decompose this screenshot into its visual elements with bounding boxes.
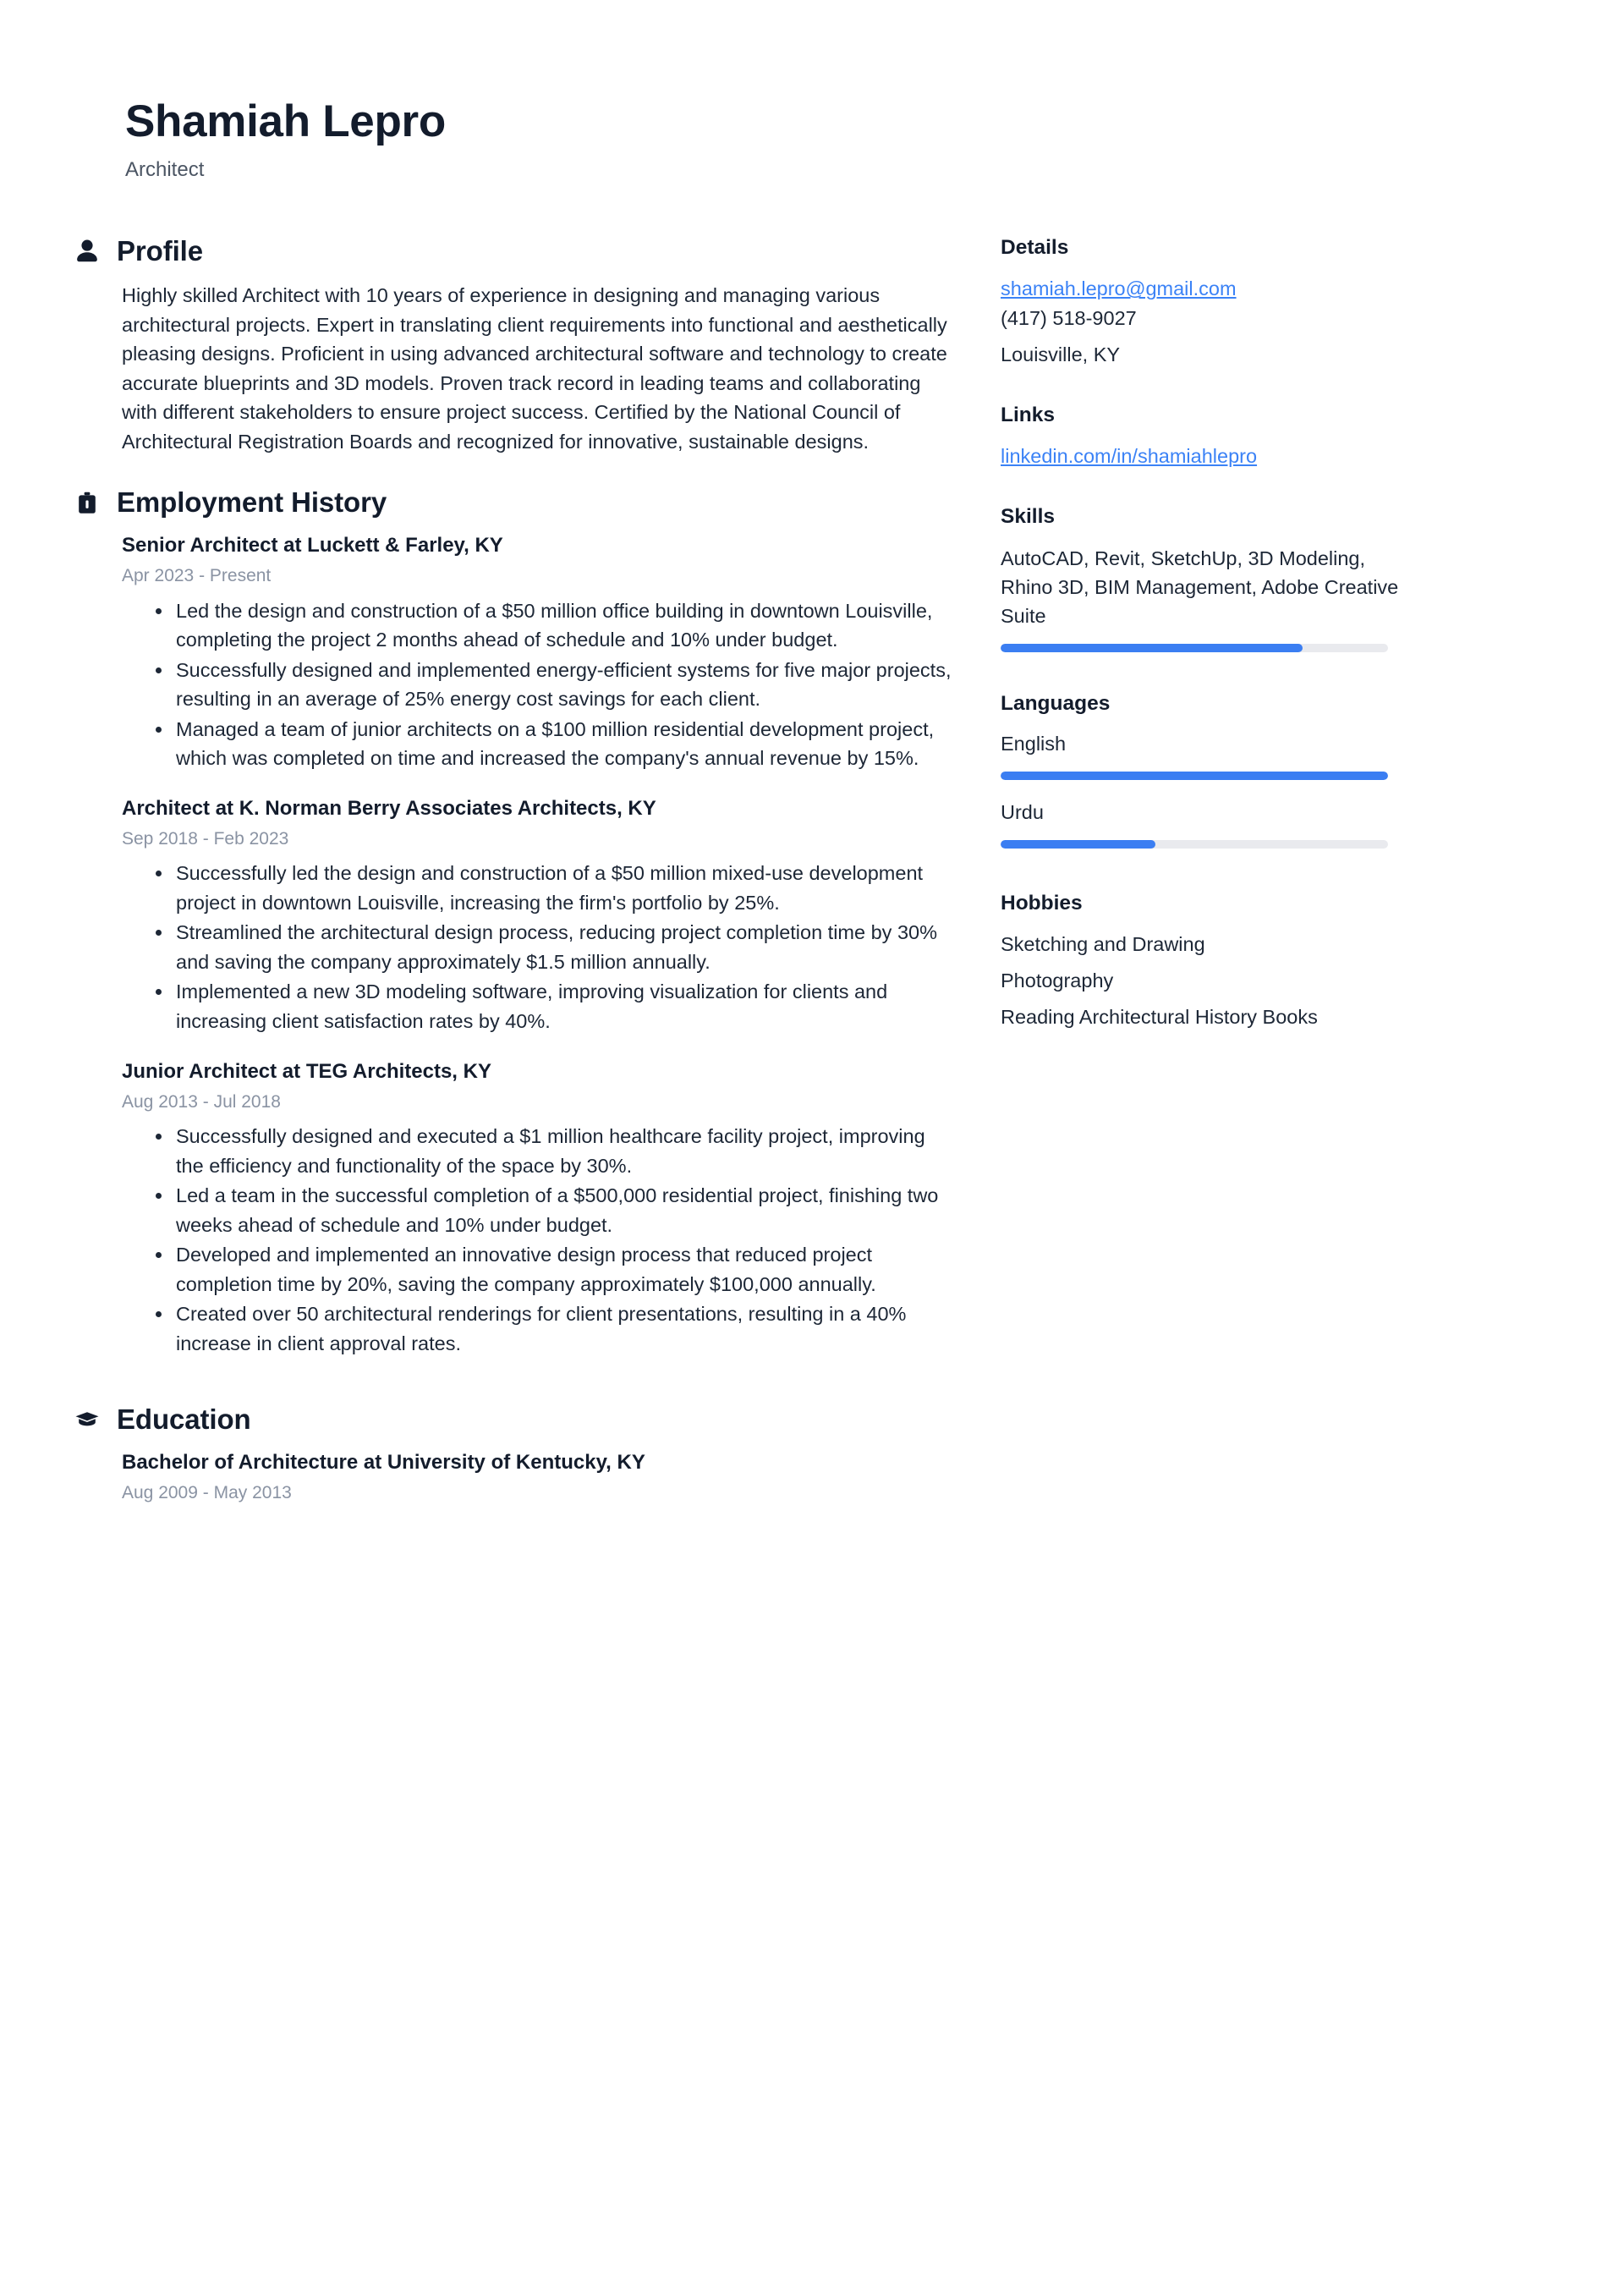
language-item [1001, 730, 1417, 780]
job-bullets [122, 859, 952, 1035]
job-date: Apr 2023 - Present [122, 566, 272, 586]
language-name: English [1001, 733, 1067, 755]
hobby-item: Reading Architectural History Books [1001, 1006, 1318, 1029]
location-text: Louisville, KY [1001, 343, 1121, 365]
language-level-fill [1001, 840, 1155, 849]
phone-text: (417) 518-9027 [1001, 306, 1137, 329]
job-bullets [122, 1122, 952, 1358]
sidebar-skills [1001, 504, 1417, 652]
linkedin-link[interactable]: linkedin.com/in/shamiahlepro [1001, 445, 1258, 468]
employment-entry [122, 795, 952, 1036]
details-title: Details [1001, 236, 1069, 260]
job-bullet: Successfully led the design and construction of a $50 million mixed-use development project in downtown Louisville, increasing the firm's portfolio by 25%. [152, 859, 952, 917]
language-level-track [1001, 840, 1388, 849]
job-bullets [122, 596, 952, 773]
hobby-item: Photography [1001, 969, 1114, 992]
hobbies-title: Hobbies [1001, 891, 1083, 915]
language-name: Urdu [1001, 800, 1044, 823]
job-title: Senior Architect at Luckett & Farley, KY [122, 534, 503, 558]
employment-heading [74, 486, 952, 519]
skills-title: Skills [1001, 505, 1056, 529]
resume-header [0, 0, 1624, 183]
hobby-item: Sketching and Drawing [1001, 933, 1205, 956]
main-column [0, 235, 977, 1512]
sidebar-hobbies [1001, 891, 1417, 1032]
education-title: Education [117, 1403, 251, 1436]
job-bullet: Developed and implemented an innovative design process that reduced project completion time by 20%, saving the company approximately $100,000 annually. [152, 1240, 952, 1299]
language-item [1001, 799, 1417, 849]
profile-title: Profile [117, 235, 203, 267]
sidebar-details [1001, 235, 1417, 369]
email-link[interactable]: shamiah.lepro@gmail.com [1001, 277, 1237, 300]
skills-level-fill [1001, 644, 1303, 652]
sidebar-links [1001, 403, 1417, 470]
graduation-cap-icon [74, 1405, 100, 1434]
sidebar-column [977, 235, 1451, 1065]
employment-entry [122, 532, 952, 773]
job-title: Architect at K. Norman Berry Associates Architects, KY [122, 796, 656, 820]
links-title: Links [1001, 403, 1055, 426]
section-employment [74, 486, 952, 1358]
education-entry [122, 1449, 952, 1504]
job-bullet: Managed a team of junior architects on a $100 million residential development project, which was completed on time and increased the company's annual revenue by 15%. [152, 715, 952, 773]
job-bullet: Created over 50 architectural renderings for client presentations, resulting in a 40% increase in client approval rates. [152, 1299, 952, 1358]
section-education [74, 1403, 952, 1504]
briefcase-icon [74, 488, 100, 517]
job-bullet: Successfully designed and executed a $1 million healthcare facility project, improving the efficiency and functionality of the space by 30%. [152, 1122, 952, 1180]
profile-body [74, 281, 952, 456]
job-date: Aug 2013 - Jul 2018 [122, 1091, 281, 1112]
employment-title: Employment History [117, 486, 387, 519]
degree-title: Bachelor of Architecture at University of Kentucky, KY [122, 1451, 645, 1475]
profile-text: Highly skilled Architect with 10 years of experience in designing and managing various architectural projects. Expert in translating client requirements into functional and aesthetically pleasing designs. Proficient in using advanced architectural software and technology to create accurate blueprints and 3D models. Proven track record in leading teams and collaborating with different stakeholders to ensure project success. Certified by the National Council of Architectural Registration Boards and recognized for innovative, sustainable designs. [122, 284, 947, 453]
job-bullet: Successfully designed and implemented energy-efficient systems for five major projects, resulting in an average of 25% energy cost savings for each client. [152, 656, 952, 714]
candidate-name: Shamiah Lepro [125, 96, 446, 146]
skills-level-track [1001, 644, 1388, 652]
sidebar-languages [1001, 691, 1417, 849]
employment-body [74, 532, 952, 1358]
candidate-role: Architect [125, 158, 205, 182]
education-body [74, 1449, 952, 1504]
job-bullet: Streamlined the architectural design process, reducing project completion time by 30% and saving the company approximately $1.5 million annually. [152, 918, 952, 976]
job-title: Junior Architect at TEG Architects, KY [122, 1059, 491, 1083]
degree-date: Aug 2009 - May 2013 [122, 1483, 292, 1503]
job-bullet: Led the design and construction of a $50 million office building in downtown Louisville, completing the project 2 months ahead of schedule and 10% under budget. [152, 596, 952, 655]
language-level-fill [1001, 772, 1388, 780]
languages-title: Languages [1001, 691, 1111, 715]
section-profile [74, 235, 952, 456]
profile-heading [74, 235, 952, 267]
skills-text: AutoCAD, Revit, SketchUp, 3D Modeling, Rhino 3D, BIM Management, Adobe Creative Suite [1001, 547, 1399, 627]
person-icon [74, 237, 100, 266]
job-date: Sep 2018 - Feb 2023 [122, 829, 289, 849]
job-bullet: Implemented a new 3D modeling software, improving visualization for clients and increasing client satisfaction rates by 40%. [152, 977, 952, 1035]
employment-entry [122, 1058, 952, 1359]
education-heading [74, 1403, 952, 1436]
resume-body [0, 235, 1624, 1512]
language-level-track [1001, 772, 1388, 780]
job-bullet: Led a team in the successful completion of a $500,000 residential project, finishing two weeks ahead of schedule and 10% under budget. [152, 1181, 952, 1239]
